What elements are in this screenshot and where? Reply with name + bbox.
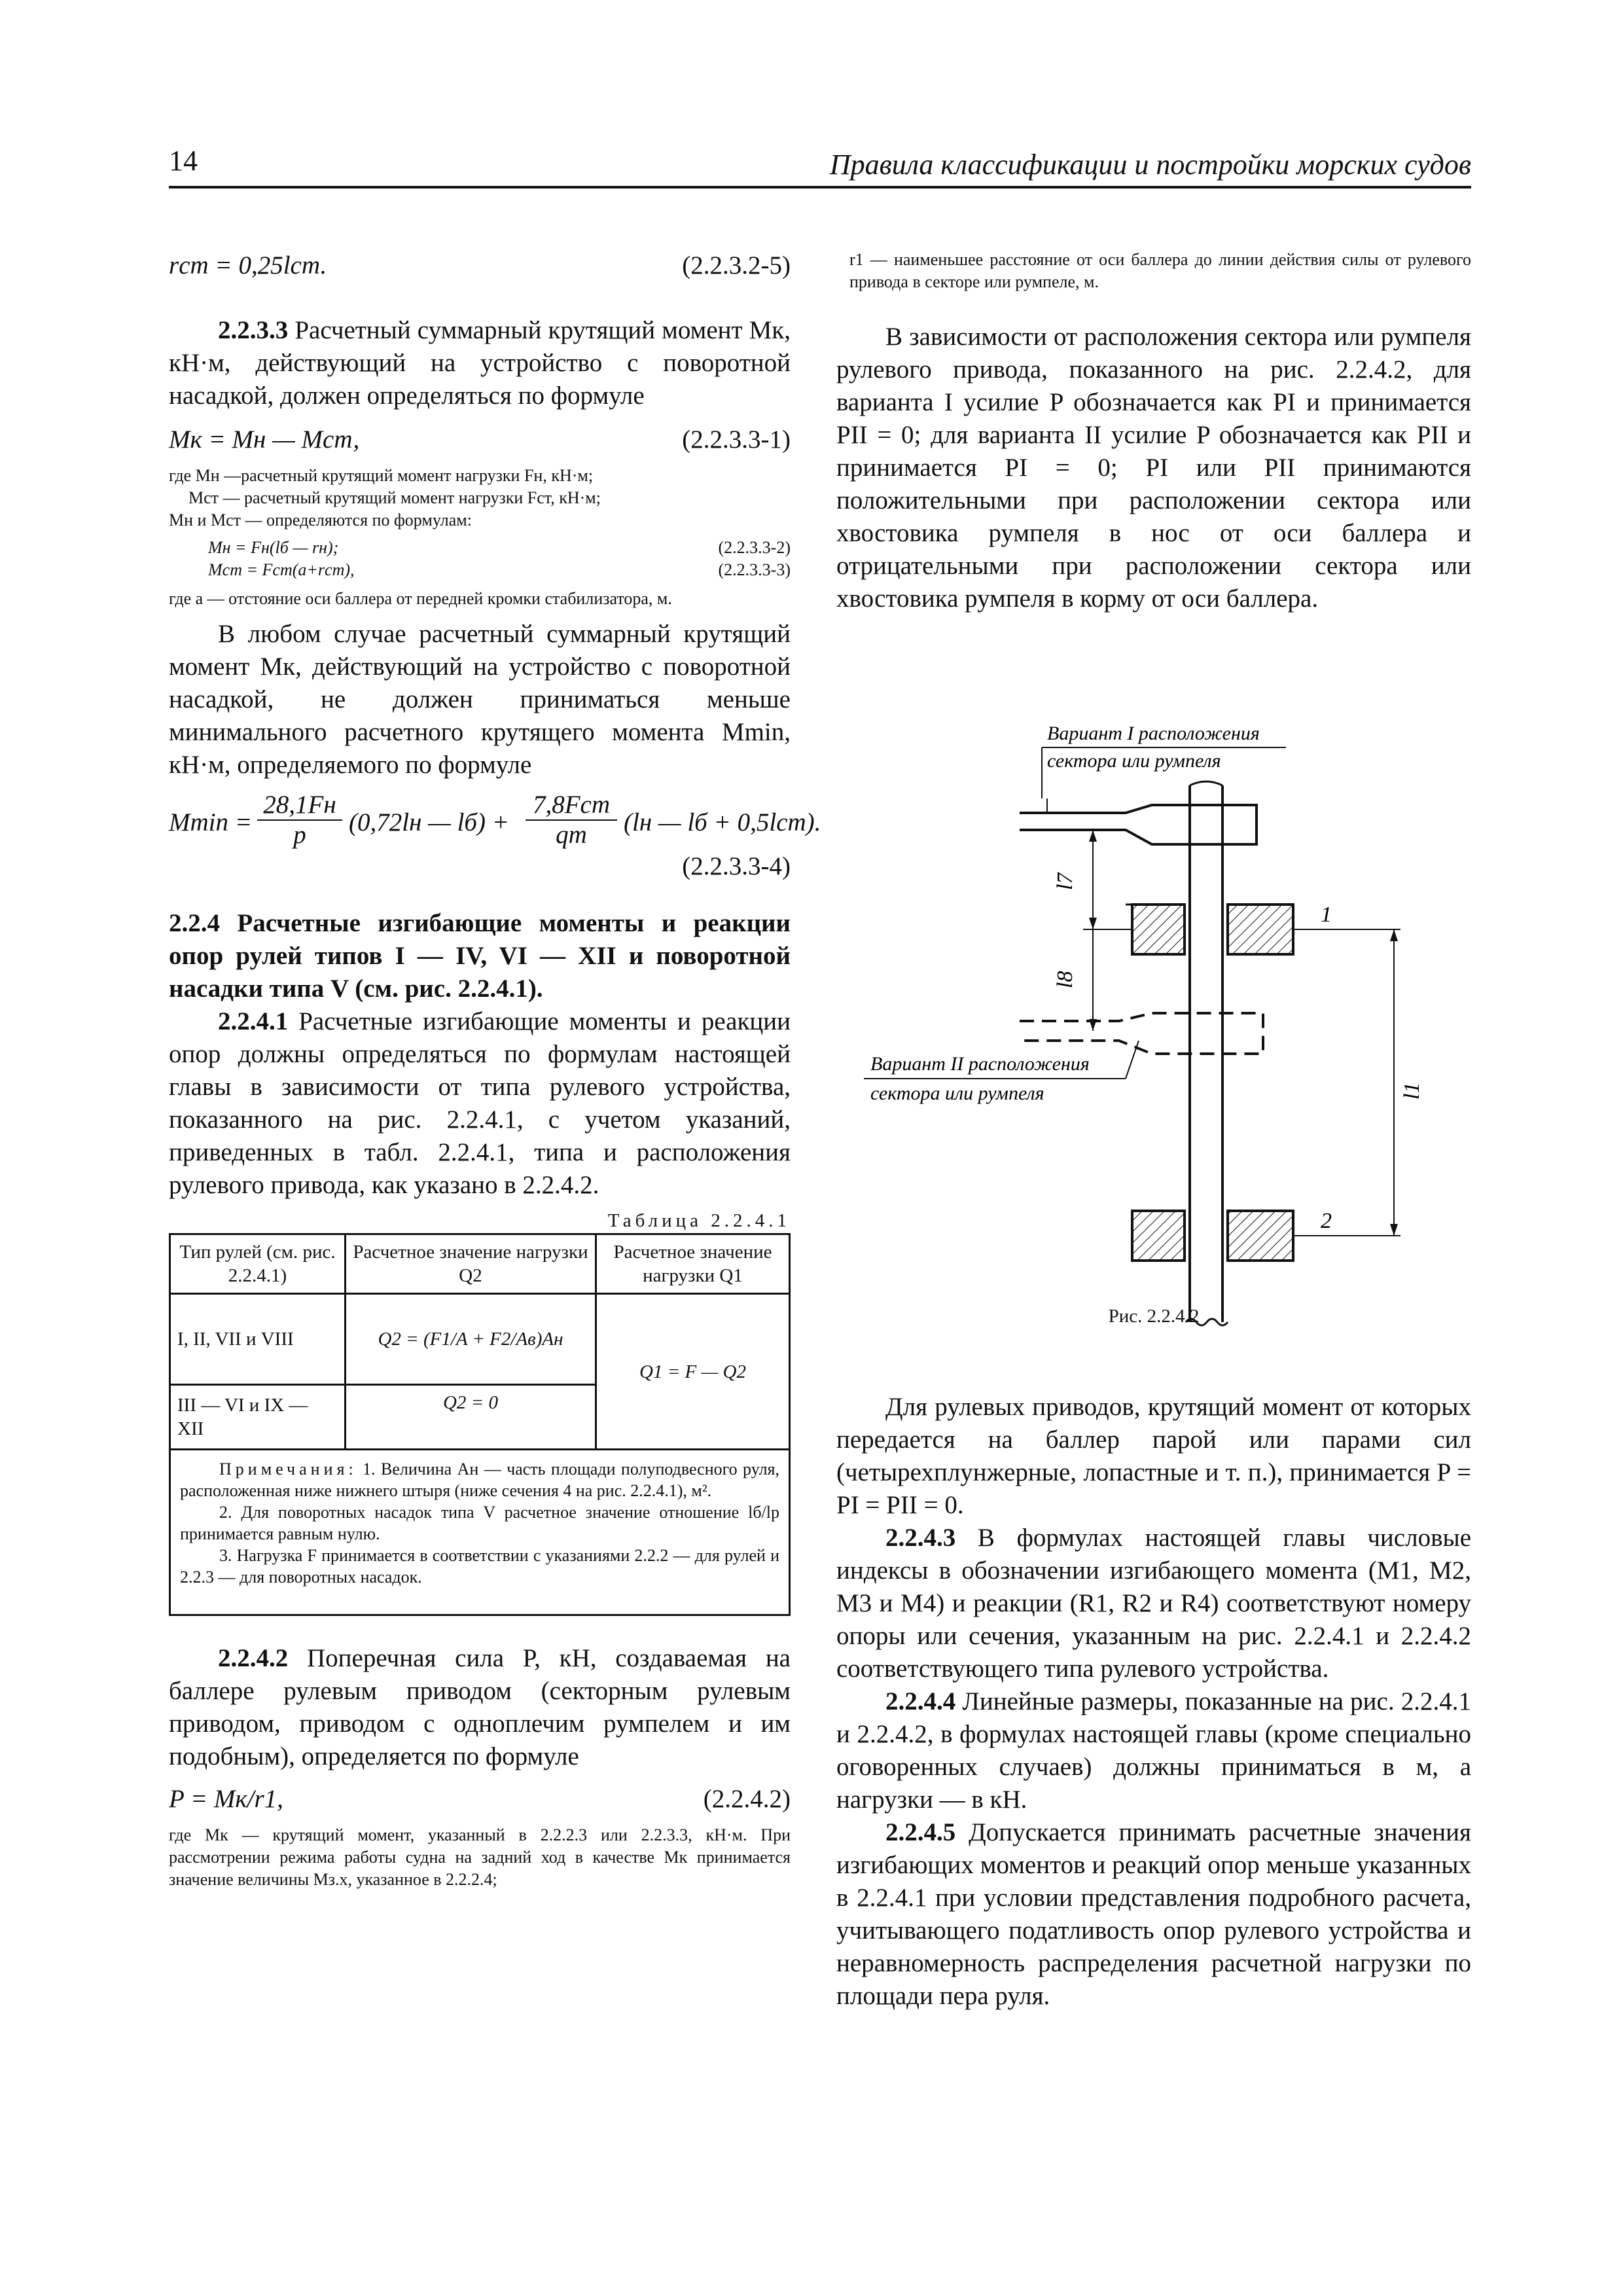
support-label-2: 2 xyxy=(1321,1209,1332,1233)
table-notes-row: Примечания: 1. Величина Aн — часть площади полуподвесного руля, расположенная ниже нижнего штыря (ниже сечения 4 на рис. 2.2.4.1), м². 2. Для поворотных насадок типа V расчетное значение отношение lб/lр принимается равным нулю. 3. Нагрузка F принимается в соответствии с указаниями 2.2.2 — для рулей и 2.2.3 — для поворотных насадок. xyxy=(170,1450,790,1615)
svg-text:сектора или румпеля: сектора или румпеля xyxy=(870,1083,1044,1104)
svg-text:Вариант II расположения: Вариант II расположения xyxy=(870,1053,1090,1075)
svg-text:l8: l8 xyxy=(1053,971,1077,988)
header-title: Правила классификации и постройки морских судов xyxy=(829,149,1471,181)
paragraph-2241: 2.2.4.1 Расчетные изгибающие моменты и реакции опор должны определяться по формулам настоящей главы в зависимости от типа рулевого устройства, показанного на рис. 2.2.4.1, с учетом указаний, приведенных в табл. 2.2.4.1, типа и расположения рулевого привода, как указано в 2.2.4.2. xyxy=(169,1007,791,1199)
bearing-1 xyxy=(1126,905,1400,954)
svg-text:l1: l1 xyxy=(1400,1082,1424,1100)
support-label-1: 1 xyxy=(1321,903,1332,927)
equation-mn: Mн = Fн(lб — rн); (2.2.3.3-2) xyxy=(208,538,791,557)
tiller-variant-1 xyxy=(1020,798,1257,844)
equation-mst: Mст = Fст(a+rст), (2.2.3.3-3) xyxy=(208,560,791,579)
paragraph-variants: В зависимости от расположения сектора или румпеля рулевого привода, показанного на рис. 2.2.4.2, для варианта I усилие P обозначается как PI и принимается PII = 0; для варианта II усилие P обозначается как PII и принимается PI = 0; PI или PII принимаются положительными при расположении сектора или хвостовика румпеля в нос от оси баллера и отрицательными при расположении сектора или хвостовика румпеля в корму от оси баллера. xyxy=(836,323,1471,613)
dimension-l7 xyxy=(1053,830,1132,929)
dimension-l1 xyxy=(1390,929,1424,1236)
running-header xyxy=(169,144,1471,188)
figure-caption: Рис. 2.2.4.2 xyxy=(1108,1306,1200,1327)
right-column-lower xyxy=(836,1391,1471,2013)
paragraph-2233: 2.2.3.3 Расчетный суммарный крутящий момент Mк, кН·м, действующий на устройство с поворотной насадкой, должен определяться по формуле xyxy=(169,316,791,410)
paragraph-2242: 2.2.4.2 Поперечная сила P, кН, создаваемая на баллере рулевым приводом (секторным рулевым приводом, приводом с одноплечим румпелем и им подобным), определяется по формуле xyxy=(169,1644,791,1770)
equation-rst: rст = 0,25lст. (2.2.3.2-5) xyxy=(169,249,791,284)
table-row: III — VI и IX — XII Q2 = 0 xyxy=(170,1385,790,1450)
r1-definition: r1 — наименьшее расстояние от оси баллера до линии действия силы от рулевого привода в секторе или румпеле, м. xyxy=(849,250,1471,291)
table-header-row: Тип рулей (см. рис. 2.2.4.1) Расчетное значение нагрузки Q2 Расчетное значение нагрузки Q1 xyxy=(170,1234,790,1294)
svg-text:Вариант I расположения: Вариант I расположения xyxy=(1047,723,1260,744)
paragraph-2243: 2.2.4.3 В формулах настоящей главы числовые индексы в обозначении изгибающего момента (M1, M2, M3 и M4) и реакции (R1, R2 и R4) соответствуют номеру опоры или сечения, указанным на рис. 2.2.4.1 и 2.2.4.2 соответствующего типа рулевого устройства. xyxy=(836,1524,1472,1683)
where-list-1: где Mн —расчетный крутящий момент нагрузки Fн, кН·м; Mст — расчетный крутящий момент нагрузки Fст, кН·м; Mн и Mст — определяются по формулам: xyxy=(169,466,601,529)
table-2241 xyxy=(169,1233,791,1616)
label-variant-2 xyxy=(864,1041,1139,1104)
svg-text:сектора или румпеля: сектора или румпеля xyxy=(1047,750,1221,772)
page-number: 14 xyxy=(169,145,198,177)
figure-2242 xyxy=(851,713,1472,1368)
equation-mmin: Mmin = 28,1Fн p (0,72lн — lб) + 7,8Fст qm (lн — lб + 0,5lст). xyxy=(169,791,821,849)
equation-number: (2.2.3.3-4) xyxy=(682,852,791,880)
svg-text:l7: l7 xyxy=(1053,872,1077,890)
right-column xyxy=(836,249,1471,615)
left-column xyxy=(169,249,821,1891)
table-caption: Таблица 2.2.4.1 xyxy=(607,1210,791,1231)
paragraph-2245: 2.2.4.5 Допускается принимать расчетные значения изгибающих моментов и реакций опор меньше указанных в 2.2.4.1 при условии представления подробного расчета, учитывающего податливость опор рулевого устройства и неравномерность распределения расчетной нагрузки по площади пера руля. xyxy=(836,1818,1471,2010)
where-mk: где Mк — крутящий момент, указанный в 2.2.2.3 или 2.2.3.3, кН·м. При рассмотрении режима работы судна на задний ход в качестве Mк принимается значение величины Mз.х, указанное в 2.2.2.4; xyxy=(169,1825,791,1889)
paragraph-pairs: Для рулевых приводов, крутящий момент от которых передается на баллер парой или парами сил (четырехплунжерные, лопастные и т. п.), принимается P = PI = PII = 0. xyxy=(836,1393,1471,1519)
bearing-2 xyxy=(1132,1211,1400,1261)
where-a: где a — отстояние оси баллера от передней кромки стабилизатора, м. xyxy=(169,589,672,608)
table-row: I, II, VII и VIII Q2 = (F1/A + F2/Aв)Aн Q1 = F — Q2 xyxy=(170,1294,790,1385)
equation-p: P = Mк/r1, (2.2.4.2) xyxy=(169,1785,791,1813)
equation-mk: Mк = Mн — Mст, (2.2.3.3-1) xyxy=(169,425,791,454)
paragraph-min-moment: В любом случае расчетный суммарный крутящий момент Mк, действующий на устройство с поворотной насадкой, не должен приниматься меньше минимального расчетного крутящего момента Mmin, кН·м, определяемого по формуле xyxy=(169,620,791,779)
section-heading-224: 2.2.4 Расчетные изгибающие моменты и реакции опор рулей типов I — IV, VI — XII и поворотной насадки типа V (см. рис. 2.2.4.1). xyxy=(169,909,791,1003)
tiller-variant-2 xyxy=(1020,1013,1263,1054)
dimension-l8 xyxy=(1053,929,1097,1031)
paragraph-2244: 2.2.4.4 Линейные размеры, показанные на рис. 2.2.4.1 и 2.2.4.2, в формулах настоящей главы (кроме специально оговоренных случаев) должны приниматься в м, а нагрузки — в кН. xyxy=(836,1687,1471,1814)
equation-number: (2.2.3.2-5) xyxy=(682,251,791,279)
label-variant-1 xyxy=(1042,723,1286,798)
